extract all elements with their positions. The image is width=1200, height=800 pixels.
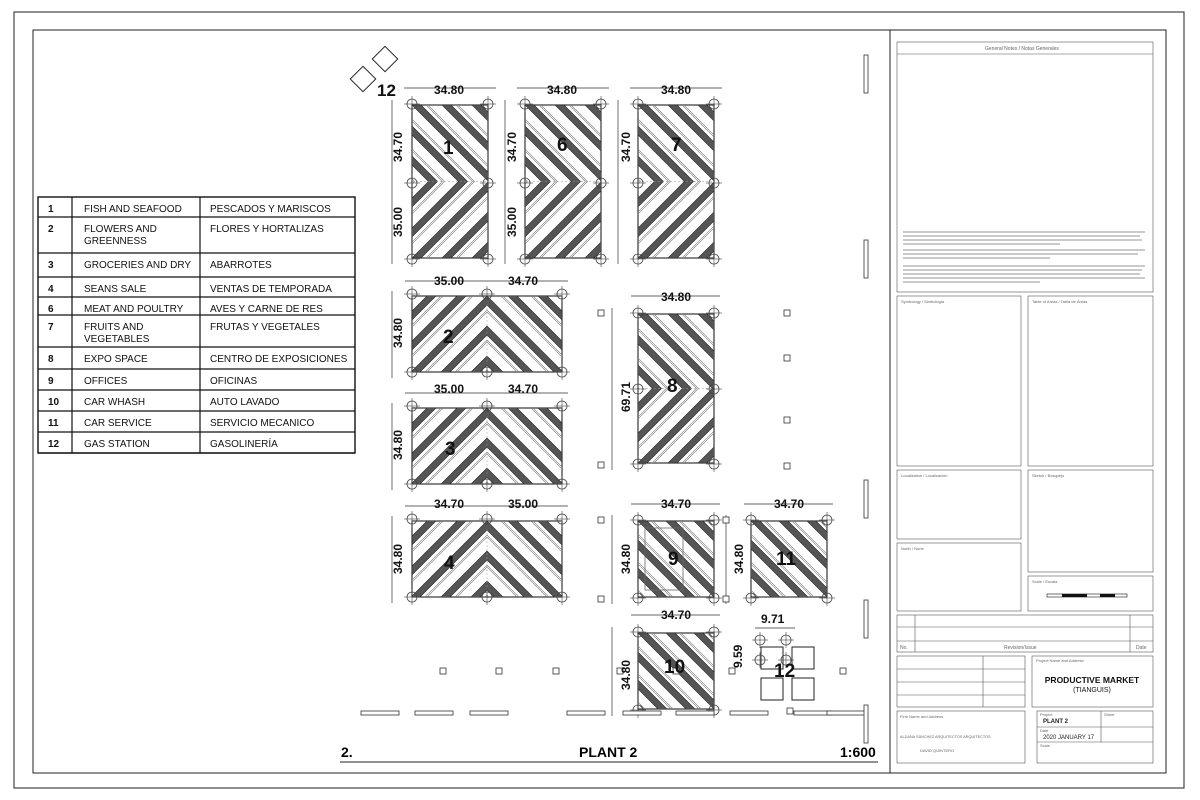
dim-b2-top-b: 34.70 (508, 274, 539, 288)
parking-strip (730, 711, 768, 715)
legend-row-number: 4 (48, 284, 54, 295)
dim-b7-side-a: 34.70 (619, 131, 633, 162)
bldg-label-2: 2 (443, 327, 454, 348)
dim-b1-side-a: 34.70 (391, 131, 405, 162)
dim-b8-top: 34.80 (661, 290, 692, 304)
bldg-label-3: 3 (445, 439, 456, 460)
site-post (440, 668, 446, 674)
legend-row-english-line: FRUITS AND (84, 322, 144, 333)
roof-stripe (412, 655, 562, 732)
legend-row-english-line: GROCERIES AND DRY (84, 260, 192, 271)
dim-b7-top: 34.80 (661, 83, 692, 97)
dim-b11-side: 34.80 (732, 543, 746, 574)
legend-row-english-line: EXPO SPACE (84, 354, 148, 365)
tb-scale-bar (1047, 594, 1127, 597)
parking-strip (676, 711, 714, 715)
tb-notes-text (903, 232, 1145, 282)
legend-row-english (84, 284, 147, 295)
parking-strip (623, 711, 661, 715)
roof-band (412, 611, 562, 695)
legend-row-english-line: FLOWERS AND (84, 224, 157, 235)
tb-rev-date: Date (1136, 645, 1147, 651)
legend-row-spanish: PESCADOS Y MARISCOS (210, 204, 331, 215)
legend-row-spanish: OFICINAS (210, 376, 258, 387)
legend-row-english (84, 418, 152, 429)
boundary-marker (864, 55, 868, 93)
tb-north: North / Norte (901, 546, 924, 551)
boundary-marker (864, 600, 868, 638)
legend-row-number: 11 (48, 418, 59, 429)
dim-b9-side: 34.80 (619, 543, 633, 574)
roof-stripe (412, 595, 562, 672)
legend-row-english-line: SEANS SALE (84, 284, 147, 295)
bldg-label-12: 12 (774, 661, 796, 682)
legend-row-english (84, 397, 145, 408)
legend-row-english-line: OFFICES (84, 376, 128, 387)
bldg-label-6: 6 (557, 135, 568, 156)
dim-b9-top: 34.70 (661, 497, 692, 511)
site-post (840, 668, 846, 674)
dim-b3-top-a: 35.00 (434, 382, 465, 396)
plan-footer-title: PLANT 2 (579, 744, 638, 760)
dim-b12-top: 9.71 (761, 612, 785, 626)
tb-designer: DAVID QUINTERO (920, 748, 955, 753)
dim-b1-top: 34.80 (434, 83, 465, 97)
tb-plant-value: PLANT 2 (1043, 719, 1069, 725)
tb-date-value: 2020 JANUARY 17 (1043, 735, 1095, 741)
site-post (784, 463, 790, 469)
legend-row-english (84, 322, 150, 345)
legend-row-english-line: VEGETABLES (84, 334, 150, 345)
bldg-label-11: 11 (776, 549, 797, 570)
legend-row-english (84, 204, 182, 215)
legend-row-spanish: SERVICIO MECANICO (210, 418, 315, 429)
roof-band (807, 521, 968, 673)
boundary-marker (864, 480, 868, 518)
site-post (496, 668, 502, 674)
roof-stripe (742, 314, 819, 463)
bldg-label-7: 7 (671, 135, 682, 156)
roof-stripe (742, 105, 821, 258)
legend-row-number: 6 (48, 304, 54, 315)
legend-row-english (84, 224, 157, 247)
dim-b4-top-b: 35.00 (508, 497, 539, 511)
tb-simbology: Symbology / Simbología (901, 299, 945, 304)
legend-row-english-line: MEAT AND POULTRY (84, 304, 184, 315)
plan-footer-scale: 1:600 (840, 744, 876, 760)
dim-b2-top-a: 35.00 (434, 274, 465, 288)
legend-row-spanish: AVES Y CARNE DE RES (210, 304, 323, 315)
dim-b2-side: 34.80 (391, 317, 405, 348)
legend-row-spanish: FRUTAS Y VEGETALES (210, 322, 320, 333)
site-post (723, 596, 729, 602)
tb-rev-issue: Revision/Issue (1004, 645, 1037, 651)
tb-firm-name: ALDANA SÁNCHEZ ARQUITECTOS ARQUITECTOS (900, 735, 991, 739)
dim-b4-top-a: 34.70 (434, 497, 465, 511)
parking-strip (567, 711, 605, 715)
tb-sketch: Sketch / Bosquejo (1032, 473, 1065, 478)
dim-b6-top: 34.80 (547, 83, 578, 97)
dim-b10-top: 34.70 (661, 608, 692, 622)
legend-row-english (84, 304, 184, 315)
roof-band (728, 314, 812, 463)
tb-rev-no: No. (900, 645, 908, 651)
legend-row-spanish: CENTRO DE EXPOSICIONES (210, 354, 348, 365)
roof-stripe (412, 625, 562, 702)
dim-b12-side: 9.59 (731, 644, 745, 668)
legend-row-english (84, 376, 128, 387)
legend-row-number: 10 (48, 397, 60, 408)
dim-b3-top-b: 34.70 (508, 382, 539, 396)
bldg-label-10: 10 (664, 657, 686, 678)
dim-b6-side-b: 35.00 (505, 206, 519, 237)
roof-stripe (772, 314, 849, 463)
legend-row-number: 1 (48, 204, 54, 215)
tb-project-name-label: Project Name and Address (1036, 658, 1084, 663)
dim-b3-side: 34.80 (391, 429, 405, 460)
boundary-marker (864, 705, 868, 743)
roof-stripe (712, 105, 791, 258)
building-8 (548, 314, 849, 463)
tb-location: Localization / Localización (901, 473, 948, 478)
legend-row-english (84, 260, 191, 271)
roof-stripe (772, 105, 851, 258)
legend-row-number: 9 (48, 376, 54, 387)
gas-pump-island (792, 678, 814, 700)
tb-date-label: Date (1040, 728, 1049, 733)
legend-row-spanish: GASOLINERÍA (210, 439, 278, 450)
tb-graphic-scale: Scale / Escala (1032, 579, 1058, 584)
parking-strip (361, 711, 399, 715)
parking-strip (827, 711, 865, 715)
legend-row-english (84, 439, 150, 450)
legend-row-english-line: GREENNESS (84, 236, 147, 247)
site-post (784, 355, 790, 361)
gas-pump-island (792, 647, 814, 669)
legend-row-english-line: CAR SERVICE (84, 418, 152, 429)
tb-project-sub: (TIANGUIS) (1073, 687, 1111, 694)
legend-row-number: 7 (48, 322, 54, 333)
legend-row-english-line: FISH AND SEAFOOD (84, 204, 182, 215)
bldg-label-8: 8 (667, 376, 678, 397)
site-post (598, 310, 604, 316)
site-post (598, 517, 604, 523)
plan-footer-number: 2. (341, 744, 353, 760)
boundary-marker (864, 240, 868, 278)
parking-strip (415, 711, 453, 715)
legend-row-english-line: GAS STATION (84, 439, 150, 450)
legend-row-number: 12 (48, 439, 60, 450)
gas-station-top-label: 12 (377, 81, 396, 100)
site-post (787, 708, 793, 714)
plan-buildings (322, 55, 1058, 785)
legend-row-spanish: AUTO LAVADO (210, 397, 280, 408)
tb-project-label: Project (1040, 712, 1053, 717)
dim-b11-top: 34.70 (774, 497, 805, 511)
legend-row-spanish: FLORES Y HORTALIZAS (210, 224, 324, 235)
parking-strip (794, 711, 832, 715)
legend-row-number: 2 (48, 224, 54, 235)
tb-notes-title: General Notes / Notas Generales (985, 46, 1059, 52)
dim-b4-side: 34.80 (391, 543, 405, 574)
roof-band (835, 521, 996, 673)
dim-b10-side: 34.80 (619, 659, 633, 690)
bldg-label-4: 4 (444, 553, 455, 574)
legend-table (38, 197, 355, 453)
title-block (897, 42, 1153, 763)
site-post (723, 517, 729, 523)
dim-b1-side-b: 35.00 (391, 206, 405, 237)
roof-band (758, 105, 844, 258)
tb-firm-label: Firm Name and Address (900, 714, 944, 719)
roof-band (758, 314, 842, 463)
dim-b8-side: 69.71 (619, 381, 633, 412)
roof-band (863, 521, 1024, 673)
parking-strip (470, 711, 508, 715)
legend-row-spanish: ABARROTES (210, 260, 272, 271)
site-post (598, 462, 604, 468)
legend-row-english (84, 354, 148, 365)
roof-stripe (712, 314, 789, 463)
dim-b6-side-a: 34.70 (505, 131, 519, 162)
bldg-label-1: 1 (443, 138, 454, 159)
tb-table-areas: Table of Areas / Tabla de Áreas (1032, 299, 1088, 304)
legend-row-number: 8 (48, 354, 54, 365)
legend-row-spanish: VENTAS DE TEMPORADA (210, 284, 332, 295)
site-post (598, 596, 604, 602)
tb-scale-label: Scale (1040, 743, 1051, 748)
site-post (553, 668, 559, 674)
site-post (784, 417, 790, 423)
site-post (784, 310, 790, 316)
legend-row-number: 3 (48, 260, 54, 271)
roof-band (728, 105, 814, 258)
tb-project-name: PRODUCTIVE MARKET (1044, 675, 1140, 685)
legend-row-english-line: CAR WHASH (84, 397, 146, 408)
roof-stripe (848, 521, 1002, 673)
tb-sheet-label: Sheet (1104, 712, 1115, 717)
bldg-label-9: 9 (668, 549, 679, 570)
